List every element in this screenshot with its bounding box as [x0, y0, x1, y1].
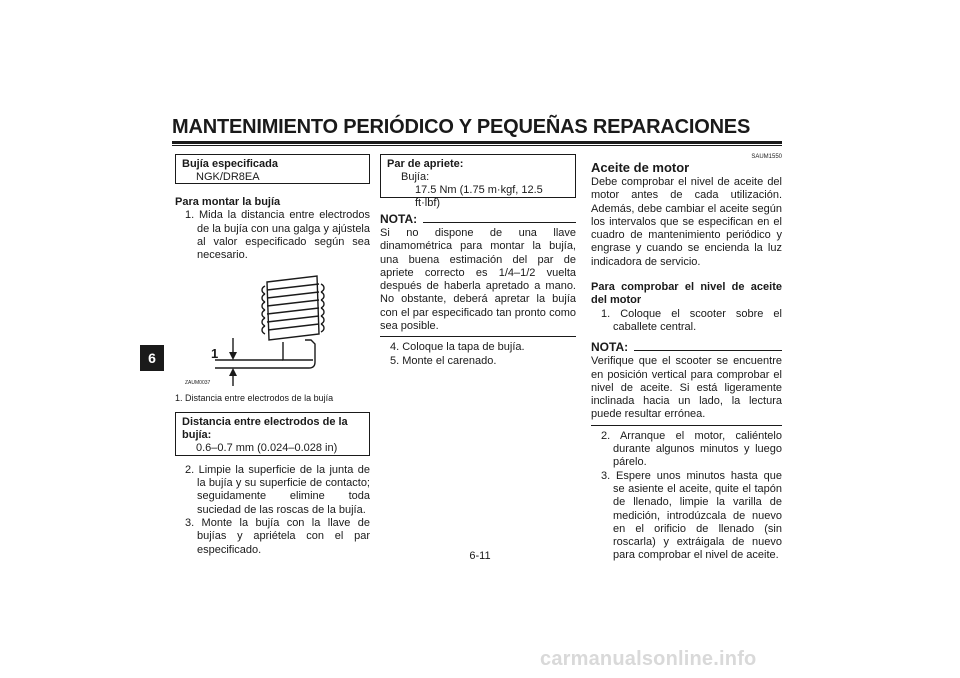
section-title: Aceite de motor [591, 160, 690, 175]
header-rule [172, 141, 782, 144]
header-rule-thin [172, 145, 782, 146]
note-end-rule [591, 425, 782, 426]
gap-box-value: 0.6–0.7 mm (0.024–0.028 in) [196, 441, 338, 454]
note-header [591, 340, 782, 354]
spec-box-value: NGK/DR8EA [196, 171, 260, 183]
spark-plug-figure [175, 268, 370, 388]
column-3 [591, 154, 782, 563]
column-2 [380, 154, 576, 368]
step-1: 1. Mida la distancia entre electrodos de la bujía con una galga y ajústela al valor especificado según sea necesario. [185, 209, 370, 262]
figure-callout: 1 [211, 346, 219, 362]
step-2: 2. Limpie la superficie de la junta de la bujía y su superficie de contacto; seguidamente elimine toda suciedad de las roscas de la bujía. [185, 463, 370, 516]
mount-heading: Para montar la bujía [175, 196, 281, 208]
note-rule [634, 350, 782, 351]
figure-caption: 1. Distancia entre electrodos de la bujía [175, 393, 334, 404]
step-4: 4. Coloque la tapa de bujía. [390, 341, 525, 354]
section-code: SAUM1550 [751, 154, 782, 160]
torque-box-sub: Bujía: [401, 171, 430, 183]
note-label: NOTA: [591, 340, 629, 355]
torque-box-value: 17.5 Nm (1.75 m·kgf, 12.5 ft·lbf) [415, 184, 543, 209]
step-3: 3. Espere unos minutos hasta que se asiente el aceite, quite el tapón de llenado, limpie la varilla de medición, introdúzcala de nuevo en el orificio de llenado (sin roscarla) y extráigala de nuevo para comprobar el nivel de aceite. [601, 469, 782, 562]
step-3: 3. Monte la bujía con la llave de bujías y apriétela con el par especificado. [185, 516, 370, 556]
electrode-gap-spec-box [175, 412, 370, 456]
figure-code: ZAUM0037 [185, 380, 211, 387]
gap-box-heading: Distancia entre electrodos de la bujía: [182, 415, 348, 441]
intro-text: Debe comprobar el nivel de aceite del motor antes de cada utilización. Además, debe cambiar el aceite según los intervalos que se especifican en el cuadro de mantenimiento periódico y engrase y cuando se encienda la luz indicadora de servicio. [591, 176, 782, 268]
note-rule [423, 222, 576, 223]
watermark: carmanualsonline.info [540, 648, 757, 670]
check-heading: Para comprobar el nivel de aceite del motor [591, 281, 782, 307]
step-2: 2. Arranque el motor, caliéntelo durante algunos minutos y luego párelo. [601, 429, 782, 469]
chapter-tab: 6 [140, 345, 164, 371]
step-1: 1. Coloque el scooter sobre el caballete central. [601, 307, 782, 333]
spark-plug-gap-illustration [175, 268, 370, 388]
torque-spec-box [380, 154, 576, 209]
page-title: MANTENIMIENTO PERIÓDICO Y PEQUEÑAS REPARACIONES [172, 116, 751, 138]
step-5: 5. Monte el carenado. [390, 354, 497, 367]
note-end-rule [380, 336, 576, 337]
spark-plug-spec-box [175, 154, 370, 184]
page-number: 6-11 [469, 550, 491, 562]
column-1 [175, 154, 370, 557]
spec-box-heading: Bujía especificada [182, 158, 278, 170]
note-text: Si no dispone de una llave dinamométrica para montar la bujía, una buena estimación del par de apriete correcto es 1/4–1/2 vuelta después de haberla apretado a mano. No obstante, deberá apretar la bujía con el par especificado tan pronto como sea posible. [380, 227, 576, 333]
note-text: Verifique que el scooter se encuentre en posición vertical para comprobar el nivel de aceite. Si está ligeramente inclinada hacia un lado, la lectura puede resultar errónea. [591, 355, 782, 421]
torque-box-heading: Par de apriete: [387, 158, 464, 170]
note-label: NOTA: [380, 212, 418, 226]
note-header [380, 212, 576, 226]
